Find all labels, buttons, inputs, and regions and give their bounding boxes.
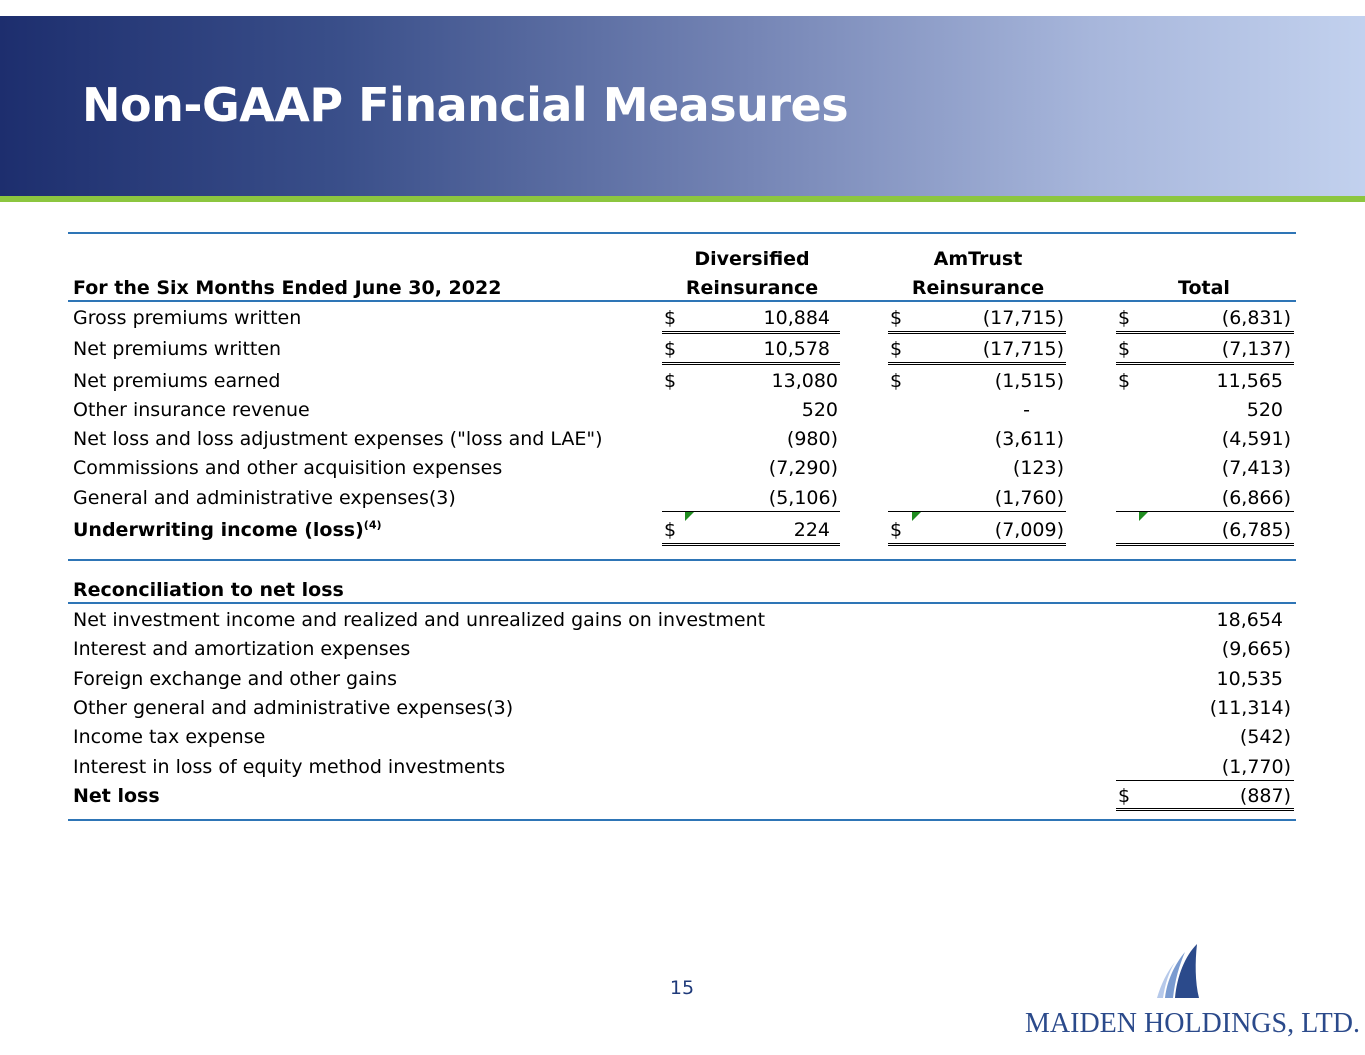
company-logo-text [1025, 1008, 1360, 1040]
table-top-rule [68, 232, 1296, 234]
cell-amtrust: (123) [1012, 457, 1064, 479]
double-underline [1116, 543, 1294, 546]
dollar-sign: $ [890, 370, 903, 392]
col-header-diversified-line1: Diversified [694, 248, 810, 270]
col-header-diversified-line2: Reinsurance [685, 277, 819, 299]
cell-diversified: 10,884 [763, 307, 830, 329]
cell-amtrust: (1,760) [994, 487, 1064, 509]
header-accent-rule [0, 196, 1365, 202]
header-bottom-rule [68, 300, 1296, 302]
dollar-sign: $ [1118, 785, 1131, 807]
cell-total: (6,831) [1221, 307, 1291, 329]
period-label: For the Six Months Ended June 30, 2022 [73, 277, 502, 299]
double-underline [888, 331, 1066, 334]
row-label: Gross premiums written [73, 307, 302, 329]
dollar-sign: $ [890, 307, 903, 329]
row-label: Income tax expense [73, 726, 266, 748]
double-underline [888, 543, 1066, 546]
reconciliation-rule [68, 602, 1296, 604]
section-divider-rule [68, 559, 1296, 561]
net-loss-value: (887) [1239, 785, 1291, 807]
cell-total: (9,665) [1221, 638, 1291, 660]
cell-total: (4,591) [1221, 428, 1291, 450]
reconciliation-title: Reconciliation to net loss [73, 579, 344, 601]
double-underline [662, 331, 840, 334]
row-label: Foreign exchange and other gains [73, 668, 397, 690]
table-bottom-rule [68, 819, 1296, 821]
row-label-underwriting-income [73, 519, 382, 541]
dollar-sign: $ [664, 519, 677, 541]
cell-amtrust: (7,009) [994, 519, 1064, 541]
subtotal-rule [1116, 780, 1294, 781]
header-banner [0, 16, 1365, 196]
dollar-sign: $ [1118, 307, 1131, 329]
dollar-sign: $ [664, 338, 677, 360]
page-number: 15 [669, 977, 695, 999]
page-title: Non-GAAP Financial Measures [82, 78, 849, 132]
cell-amtrust: (1,515) [994, 370, 1064, 392]
cell-total: (542) [1239, 726, 1291, 748]
double-underline [1116, 808, 1294, 811]
row-label: Other insurance revenue [73, 399, 310, 421]
cell-diversified: (980) [786, 428, 838, 450]
col-header-amtrust-line1: AmTrust [933, 248, 1023, 270]
row-label: Other general and administrative expenses(3) [73, 697, 514, 719]
row-label: Net investment income and realized and unrealized gains on investment [73, 609, 766, 631]
row-label: Net loss and loss adjustment expenses ("loss and LAE") [73, 428, 603, 450]
underwriting-income-label: Underwriting income (loss) [73, 519, 364, 541]
financial-table [68, 232, 1296, 822]
net-loss-label: Net loss [73, 785, 160, 807]
dollar-sign: $ [890, 519, 903, 541]
cell-total: (7,413) [1221, 457, 1291, 479]
dollar-sign: $ [1118, 370, 1131, 392]
cell-diversified: (7,290) [768, 457, 838, 479]
dollar-sign: $ [890, 338, 903, 360]
cell-total: (7,137) [1221, 338, 1291, 360]
cell-total: (11,314) [1209, 697, 1291, 719]
cell-total: (6,785) [1221, 519, 1291, 541]
double-underline [662, 362, 840, 365]
cell-diversified: 224 [793, 519, 830, 541]
cell-diversified: 13,080 [771, 370, 838, 392]
cell-total: 11,565 [1216, 370, 1283, 392]
cell-total: (1,770) [1221, 756, 1291, 778]
cell-amtrust: (3,611) [994, 428, 1064, 450]
row-label: General and administrative expenses(3) [73, 487, 456, 509]
row-label: Interest and amortization expenses [73, 638, 411, 660]
double-underline [888, 362, 1066, 365]
cell-total: 520 [1246, 399, 1283, 421]
logo-holdings: HOLDINGS, LTD. [1144, 1008, 1360, 1039]
cell-amtrust: - [1023, 399, 1030, 421]
row-label: Interest in loss of equity method investments [73, 756, 506, 778]
cell-diversified: 10,578 [763, 338, 830, 360]
dollar-sign: $ [664, 307, 677, 329]
double-underline [1116, 362, 1294, 365]
row-label: Commissions and other acquisition expenses [73, 457, 503, 479]
cell-diversified: (5,106) [768, 487, 838, 509]
sailboat-logo-icon [1155, 942, 1201, 1002]
cell-total: 18,654 [1216, 609, 1283, 631]
dollar-sign: $ [1118, 338, 1131, 360]
double-underline [1116, 331, 1294, 334]
footnote-marker: (4) [363, 518, 382, 532]
cell-amtrust: (17,715) [982, 307, 1064, 329]
cell-total: (6,866) [1221, 487, 1291, 509]
cell-amtrust: (17,715) [982, 338, 1064, 360]
row-label: Net premiums written [73, 338, 282, 360]
cell-diversified: 520 [801, 399, 838, 421]
row-label: Net premiums earned [73, 370, 281, 392]
col-header-total-line2: Total [1178, 277, 1230, 299]
col-header-amtrust-line2: Reinsurance [911, 277, 1045, 299]
cell-total: 10,535 [1216, 668, 1283, 690]
dollar-sign: $ [664, 370, 677, 392]
logo-maiden: MAIDEN [1025, 1008, 1137, 1039]
double-underline [662, 543, 840, 546]
